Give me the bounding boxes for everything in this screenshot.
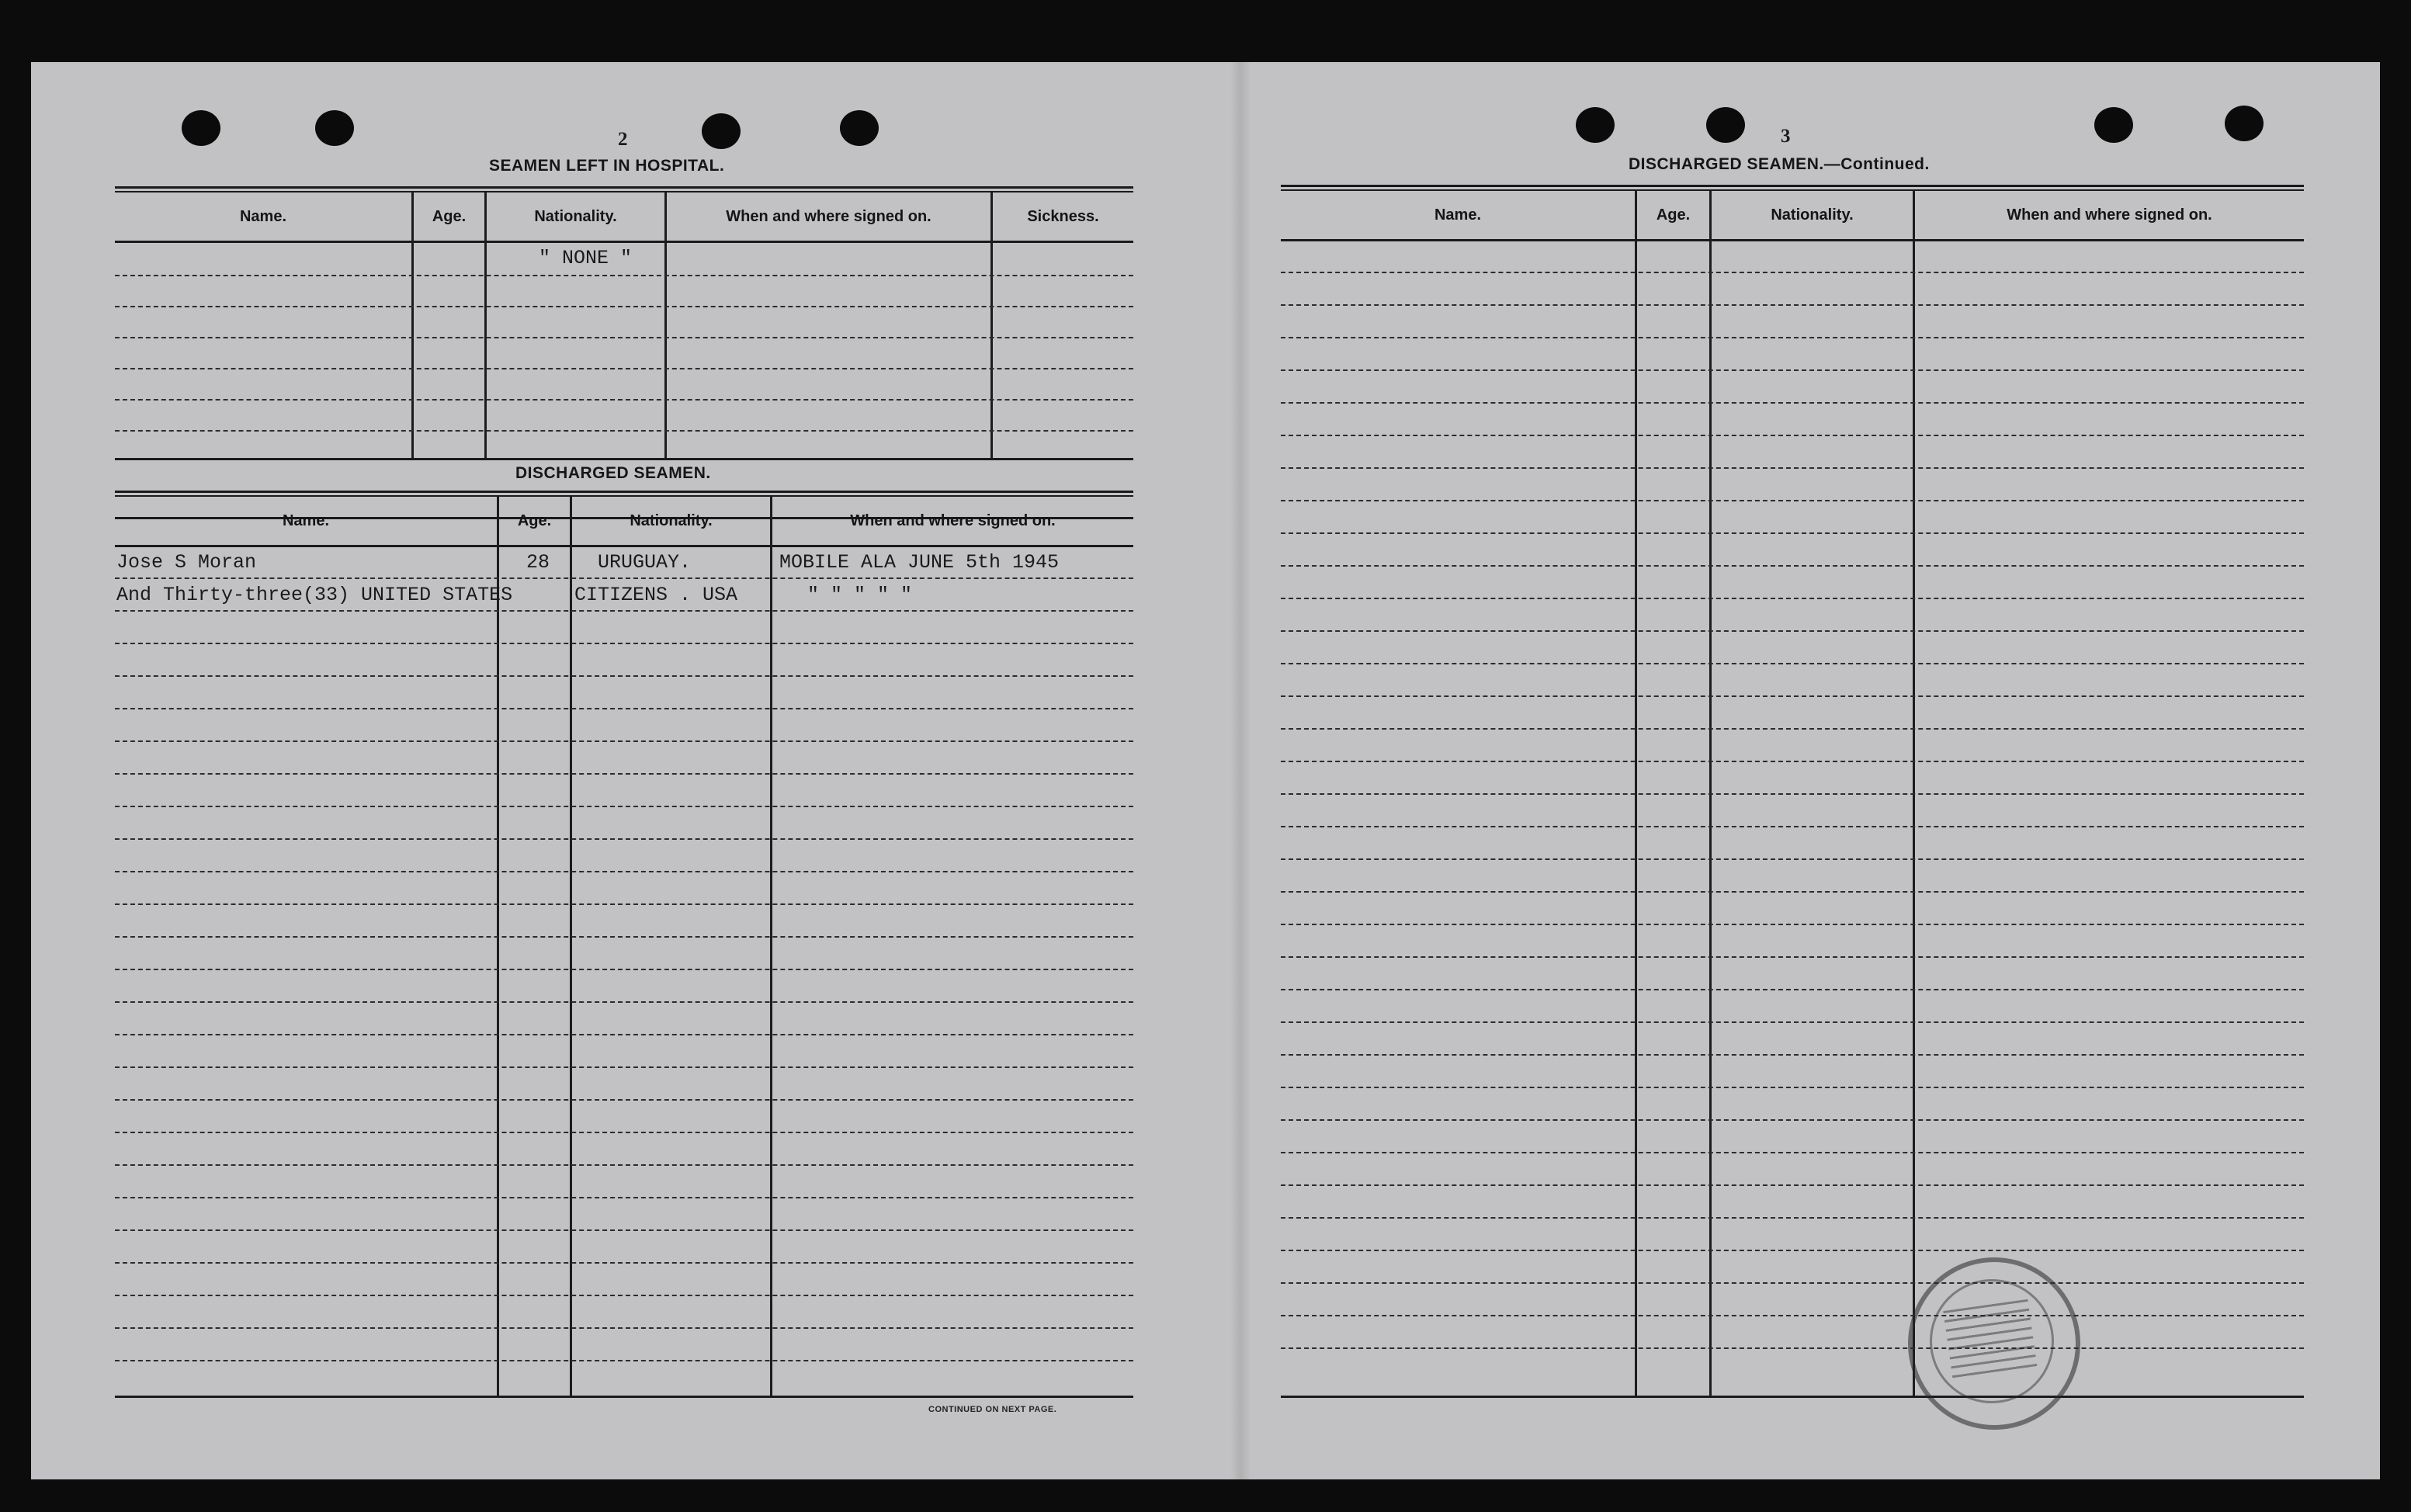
row1-nationality: URUGUAY. — [598, 551, 692, 574]
punch-hole — [840, 110, 879, 146]
discharged-header-name: Name. — [282, 512, 330, 529]
discharged-header-signed-on: When and where signed on. — [850, 512, 1056, 529]
row1-signed-on: MOBILE ALA JUNE 5th 1945 — [779, 551, 1060, 574]
discharged-ledger-left — [115, 491, 1133, 1403]
continued-header-nationality: Nationality. — [1771, 206, 1854, 224]
hospital-header-sickness: Sickness. — [1027, 208, 1099, 225]
row2-nationality: CITIZENS . USA — [574, 584, 738, 606]
hospital-header-age: Age. — [432, 208, 467, 225]
hospital-header-signed-on: When and where signed on. — [726, 208, 931, 225]
office-stamp — [1908, 1257, 2080, 1430]
continued-footer: CONTINUED ON NEXT PAGE. — [928, 1405, 1057, 1414]
row2-name: And Thirty-three(33) UNITED STATES — [116, 584, 513, 606]
discharged-header-nationality: Nationality. — [630, 512, 713, 529]
punch-hole — [1706, 107, 1745, 143]
page-fold — [1230, 62, 1251, 1479]
page-number-left: 2 — [618, 129, 628, 150]
punch-hole — [1576, 107, 1615, 143]
hospital-section-title: SEAMEN LEFT IN HOSPITAL. — [489, 157, 725, 175]
discharged-ledger-right — [1281, 185, 2304, 1403]
punch-hole — [315, 110, 354, 146]
continued-header-age: Age. — [1656, 206, 1691, 224]
hospital-header-nationality: Nationality. — [534, 208, 617, 225]
discharged-continued-title: DISCHARGED SEAMEN.—Continued. — [1629, 155, 1930, 173]
row1-name: Jose S Moran — [116, 551, 257, 574]
continued-header-signed-on: When and where signed on. — [2007, 206, 2212, 224]
punch-hole — [702, 113, 741, 149]
punch-hole — [2094, 107, 2133, 143]
row2-signed-on: " " " " " — [807, 584, 913, 606]
punch-hole — [182, 110, 220, 146]
discharged-section-title: DISCHARGED SEAMEN. — [515, 464, 711, 482]
hospital-header-name: Name. — [239, 208, 287, 225]
page-number-right: 3 — [1781, 126, 1791, 147]
hospital-entry-none: " NONE " — [539, 247, 633, 269]
row1-age: 28 — [526, 551, 550, 574]
continued-header-name: Name. — [1434, 206, 1482, 224]
punch-hole — [2225, 106, 2264, 141]
discharged-header-age: Age. — [517, 512, 552, 529]
ledger-sheet — [31, 62, 2380, 1479]
